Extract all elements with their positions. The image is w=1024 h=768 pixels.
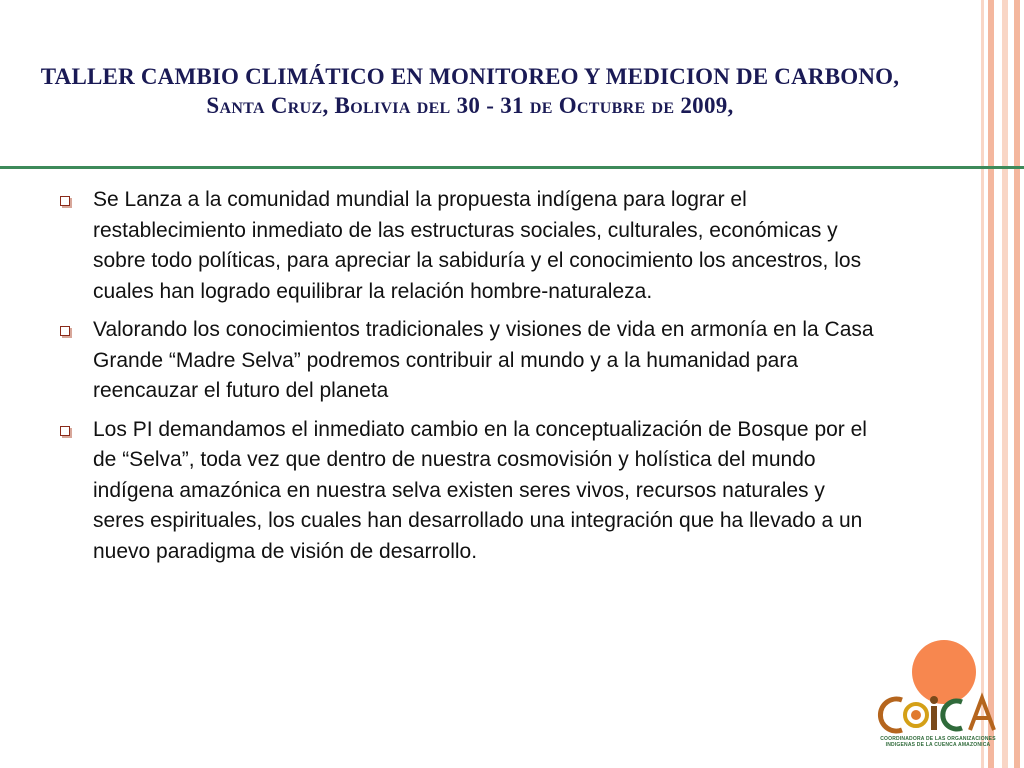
slide-title: TALLER CAMBIO CLIMÁTICO EN MONITOREO Y MEDICION DE CARBONO,	[40, 64, 900, 89]
bullet-text: Valorando los conocimientos tradicionales y visiones de vida en armonía en la Casa Grande “Madre Selva” podremos contribuir al mundo y a la humanidad para reencauzar el futuro del planeta	[93, 318, 874, 402]
stripe	[1002, 0, 1008, 768]
list-item	[60, 415, 880, 568]
square-bullet-icon	[60, 426, 70, 436]
square-bullet-icon	[60, 196, 70, 206]
coica-logo	[876, 690, 1000, 756]
bullet-list	[60, 185, 880, 575]
list-item	[60, 315, 880, 407]
logo-caption	[876, 736, 1000, 748]
logo-caption-line: INDIGENAS DE LA CUENCA AMAZONICA	[885, 742, 991, 748]
decorative-stripes	[976, 0, 1024, 768]
list-item	[60, 185, 880, 307]
slide-title-block	[40, 62, 900, 120]
title-divider	[0, 166, 1024, 169]
stripe	[981, 0, 984, 768]
slide-subtitle: Santa Cruz, Bolivia del 30 - 31 de Octubre de 2009,	[206, 93, 734, 118]
bullet-text: Los PI demandamos el inmediato cambio en la conceptualización de Bosque por el de “Selva”, toda vez que dentro de nuestra cosmovisión y holística del mundo indígena amazónica en nuestra selva existen seres vivos, recursos naturales y seres espirituales, los cuales han desarrollado una integración que ha llevado a un nuevo paradigma de visión de desarrollo.	[93, 417, 867, 563]
coica-logo-mark	[876, 690, 1000, 738]
bullet-text: Se Lanza a la comunidad mundial la propuesta indígena para lograr el restablecimiento inmediato de las estructuras sociales, culturales, económicas y sobre todo políticas, para apreciar la sabiduría y el conocimiento los ancestros, los cuales han logrado equilibrar la relación hombre-naturaleza.	[93, 188, 862, 303]
stripe	[988, 0, 994, 768]
logo-caption-line: COORDINADORA DE LAS ORGANIZACIONES	[880, 736, 996, 742]
square-bullet-icon	[60, 326, 70, 336]
stripe	[1014, 0, 1020, 768]
